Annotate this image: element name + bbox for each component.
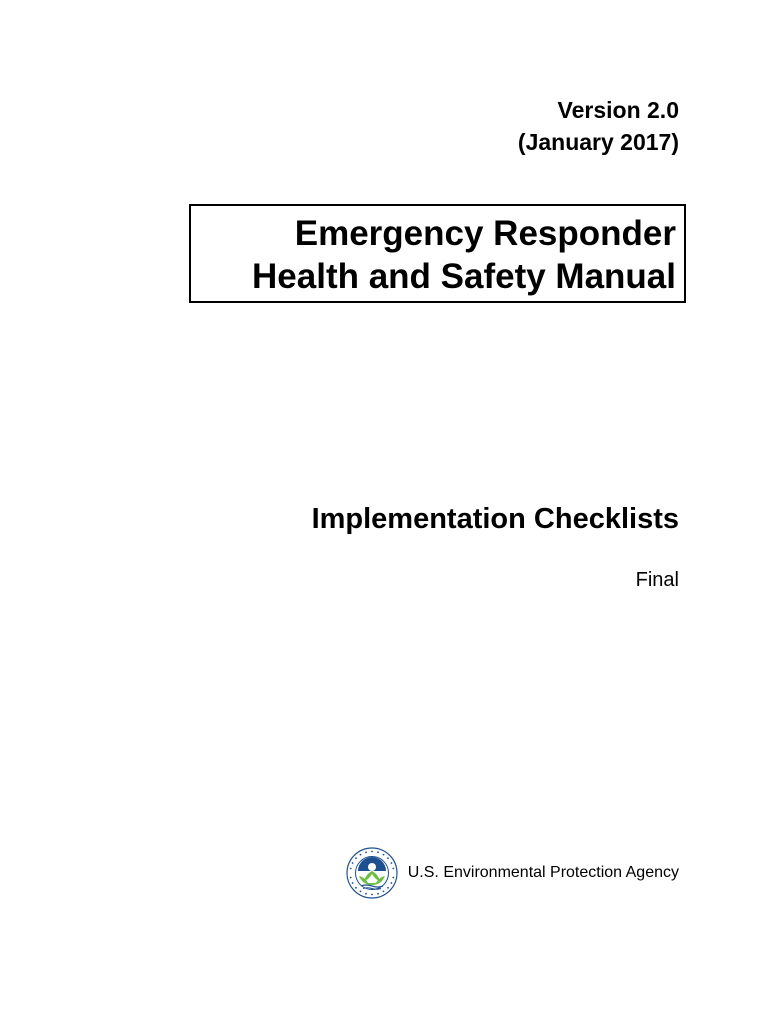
version-number: Version 2.0 [557, 97, 679, 123]
agency-footer [346, 847, 679, 899]
agency-name: U.S. Environmental Protection Agency [407, 864, 679, 881]
document-subtitle: Implementation Checklists [311, 503, 679, 535]
epa-seal-icon [346, 847, 398, 899]
document-status: Final [635, 569, 679, 591]
version-date: (January 2017) [517, 129, 679, 155]
version-block [518, 94, 679, 158]
document-title-line1: Emergency Responder [294, 214, 676, 253]
document-title-box [189, 204, 686, 303]
document-title-line2: Health and Safety Manual [252, 257, 676, 296]
